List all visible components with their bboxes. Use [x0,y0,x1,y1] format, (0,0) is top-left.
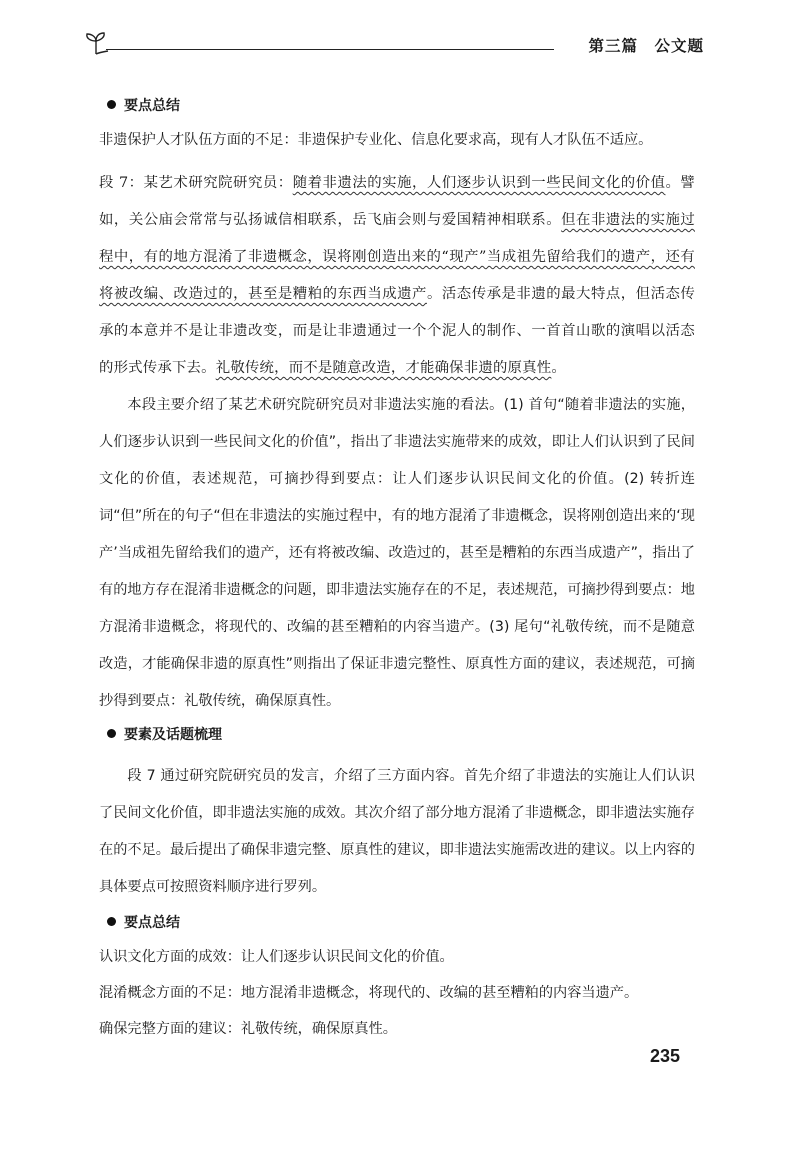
key-points-heading: 要点总结 [107,95,695,117]
page-number: 235 [650,1046,681,1066]
underlined-sentence-1: 随着非遗法的实施，人们逐步认识到一些民间文化的价值 [292,175,666,191]
sprout-icon [84,32,112,56]
elements-paragraph: 段 7 通过研究院研究员的发言，介绍了三方面内容。首先介绍了非遗法的实施让人们认识了民间文化价值，即非遗法实施的成效。其次介绍了部分地方混淆了非遗概念，即非遗法实施存在的不足。最后提出了确保非遗完整、原真性的建议，即非遗法实施需改进的建议。以上内容的具体要点可按照资料顺序进行罗列。 [99,768,695,895]
paragraph-label: 段 7：某艺术研究院研究员： [99,175,293,191]
header-rule [106,49,554,50]
page-body [99,95,695,1054]
underlined-sentence-2: 但在非遗法的实施过程中，有的地方混淆了非遗概念，误将刚创造出来的“现产”当成祖先留给我们的遗产，还有将被改编、改造过的，甚至是糟粕的东西当成遗产 [99,212,695,302]
key-points-heading-2: 要点总结 [107,912,695,934]
key-point-suggestion: 确保完整方面的建议：礼敬传统，确保原真性。 [99,1021,397,1037]
bullet-icon [107,100,116,109]
section-title: 第三篇 公文题 [588,37,704,55]
bullet-icon [107,729,116,738]
analysis-paragraph: 本段主要介绍了某艺术研究院研究员对非遗法实施的看法。(1) 首句“随着非遗法的实施，人们逐步认识到一些民间文化的价值”，指出了非遗法实施带来的成效，即让人们认识到了民间文化的价值，表述规范，可摘抄得到要点：让人们逐步认识民间文化的价值。(2) 转折连词“但”所在的句子“但在非遗法的实施过程中，有的地方混淆了非遗概念，误将刚创造出来的‘现产’当成祖先留给我们的遗产，还有将被改编、改造过的，甚至是糟粕的东西当成遗产”，指出了有的地方存在混淆非遗概念的问题，即非遗法实施存在的不足，表述规范，可摘抄得到要点：地方混淆非遗概念，将现代的、改编的甚至糟粕的内容当遗产。(3) 尾句“礼敬传统，而不是随意改造，才能确保非遗的原真性”则指出了保证非遗完整性、原真性方面的建议，表述规范，可摘抄得到要点：礼敬传统，确保原真性。 [99,397,695,709]
underlined-sentence-3: 礼敬传统，而不是随意改造，才能确保非遗的原真性 [215,360,552,376]
key-point-achievement: 认识文化方面的成效：让人们逐步认识民间文化的价值。 [99,949,454,965]
running-header [84,30,704,58]
key-point-talent: 非遗保护人才队伍方面的不足：非遗保护专业化、信息化要求高，现有人才队伍不适应。 [99,132,653,148]
bullet-icon [107,917,116,926]
key-point-deficiency: 混淆概念方面的不足：地方混淆非遗概念，将现代的、改编的甚至糟粕的内容当遗产。 [99,985,639,1001]
source-paragraph-7: 段 7：某艺术研究院研究员：随着非遗法的实施，人们逐步认识到一些民间文化的价值。譬如，关公庙会常常与弘扬诚信相联系，岳飞庙会则与爱国精神相联系。但在非遗法的实施过程中，有的地方混淆了非遗概念，误将刚创造出来的“现产”当成祖先留给我们的遗产，还有将被改编、改造过的，甚至是糟粕的东西当成遗产。活态传承是非遗的最大特点，但活态传承的本意并不是让非遗改变，而是让非遗通过一个个泥人的制作、一首首山歌的演唱以活态的形式传承下去。礼敬传统，而不是随意改造，才能确保非遗的原真性。 [99,175,695,376]
elements-heading: 要素及话题梳理 [107,724,695,746]
